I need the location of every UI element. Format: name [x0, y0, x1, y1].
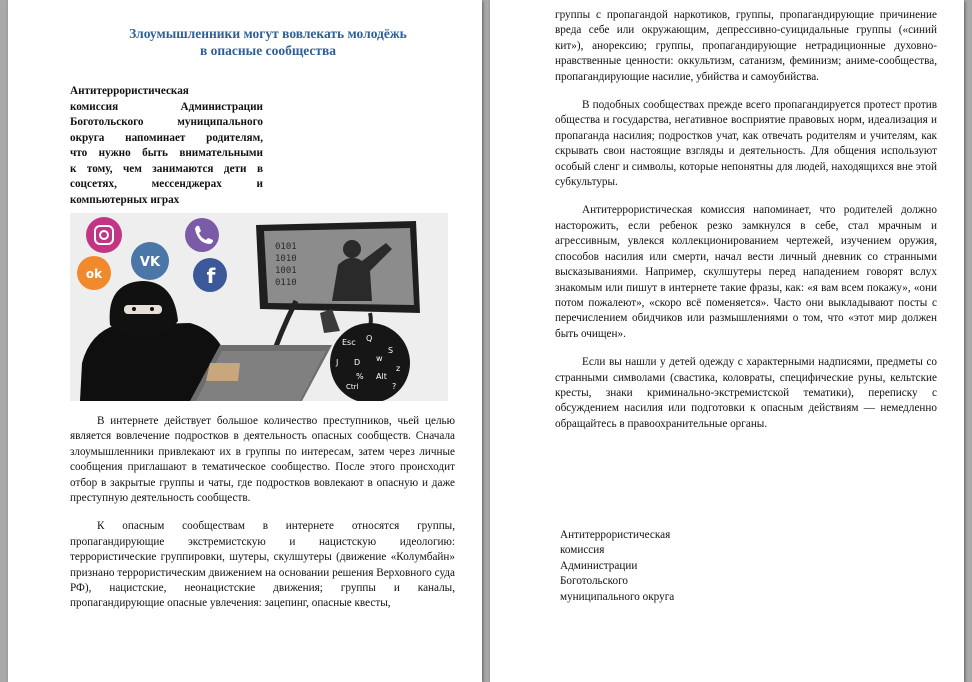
odnoklassniki-icon — [77, 256, 111, 290]
intro-line: округа напоминает родителям, — [70, 131, 263, 144]
svg-text:Ctrl: Ctrl — [346, 383, 359, 391]
intro-line: Антитеррористическая — [70, 85, 189, 97]
keyboard-ball — [330, 323, 410, 401]
svg-text:ok: ok — [85, 267, 103, 281]
intro-line: к тому, чем занимаются дети в — [70, 162, 263, 175]
signature-line: Администрации — [560, 559, 638, 572]
svg-text:VK: VK — [139, 255, 161, 270]
svg-text:w: w — [376, 354, 383, 363]
svg-text:?: ? — [392, 382, 397, 391]
title-line-1: Злоумышленники могут вовлекать молодёжь — [129, 26, 407, 41]
hacker-illustration — [70, 213, 448, 401]
svg-text:Alt: Alt — [376, 372, 387, 381]
paragraph: В интернете действует большое количество преступников, чьей целью является вовлечение подростков в деятельность опасных сообществ. Сначала злоумышленники привлекают их в группы по интересам, затем через личные сообщения приглашают в тематическое сообщество. После этого происходит отбор в закрытые группы и чаты, где подростков вовлекают в опасную и даже преступную деятельность сообществ. — [70, 415, 455, 505]
binary-code: 1001 — [275, 266, 297, 276]
paragraph: Антитеррористическая комиссия напоминает, что родителей должно насторожить, если ребенок резко замкнулся в себе, стал мрачным и агрессивным, увлекся коллекционированием чертежей, изучением оружия, способов насилия или смерти, начал вести личный дневник со странными высказываниями. Например, скулшутеры перед нападением говорят вслух знакомым или пишут в интернете такие фразы, как: «я вам всем покажу», «они потом пожалеют», «скоро всё поменяется». Часто они выкладывают посты с перечислением обидчиков или размышлениями о том, что «этот мир должен быть очищен». — [555, 204, 937, 340]
svg-text:D: D — [354, 358, 361, 367]
paragraph: группы с пропагандой наркотиков, группы, пропагандирующие причинение вреда себе или окружающим, депрессивно-суицидальные группы («синий кит»), анорексию; группы, пропагандирующие нетрадиционные духовно-нравственные ценности: оккультизм, сатанизм, феминизм; аниме-сообщества, пропагандирующие насилие, убийства и самоубийства. — [555, 9, 937, 83]
vk-icon — [131, 242, 169, 280]
facebook-icon — [193, 258, 227, 292]
paragraph: Если вы нашли у детей одежду с характерными надписями, предметы со странными символами (свастика, коловраты, специфические руны, кельтские кресты, знаки криминально-экстремистской тематики), переписку с обсуждением насилия или подготовки к опасным действиям — немедленно обращайтесь в правоохранительные органы. — [555, 356, 937, 430]
document-page-right — [490, 0, 964, 682]
svg-text:S: S — [388, 346, 394, 355]
binary-code: 0101 — [275, 242, 297, 252]
svg-text:f: f — [206, 264, 216, 288]
signature-line: муниципального округа — [560, 590, 675, 603]
svg-text:J: J — [336, 358, 339, 367]
svg-text:%: % — [356, 372, 364, 381]
svg-text:z: z — [396, 364, 401, 373]
svg-text:Esc: Esc — [342, 338, 356, 347]
intro-line: комиссия Администрации — [70, 100, 263, 113]
title-line-2: в опасные сообщества — [199, 43, 337, 58]
paragraph: В подобных сообществах прежде всего пропагандируется протест против общества и государства, негативное восприятие правовых норм, идеализация и пропаганда насилия; подростков учат, как отвечать родителям и учителям, как скрывать свои настоящие взгляды и деятельность. Для общения используют особый сленг и символы, которые непонятны для людей, находящихся вне этой субкультуры. — [555, 99, 937, 189]
intro-line: компьютерных играх — [70, 193, 180, 206]
signature-line: Антитеррористическая — [560, 529, 671, 541]
page-title — [68, 25, 468, 59]
intro-paragraph — [70, 84, 263, 208]
svg-text:Q: Q — [366, 334, 373, 343]
viber-icon — [185, 218, 219, 252]
signature-line: комиссия — [560, 544, 605, 557]
signature-block — [560, 528, 674, 605]
signature-line: Боготольского — [560, 575, 628, 588]
intro-line: соцсетях, мессенджерах и — [70, 178, 263, 190]
binary-code: 0110 — [275, 278, 297, 288]
paragraph: К опасным сообществам в интернете относятся группы, пропагандирующие экстремистскую и нацистскую идеологию: террористические группировки, шутеры, скулшутеры (движение «Колумбайн» признано террористическим движением на основании решения Верховного суда РФ), нацистские, неонацистские движения; группы и каналы, пропагандирующие опасные увлечения: зацепинг, опасные квесты, — [70, 520, 455, 610]
instagram-icon — [86, 217, 122, 253]
document-page-left — [8, 0, 482, 682]
intro-line: Боготольского муниципального — [70, 116, 263, 128]
binary-code: 1010 — [275, 254, 297, 264]
intro-line: что нужно быть внимательными — [70, 147, 263, 159]
right-body-text — [555, 8, 937, 445]
left-body-text — [70, 414, 455, 625]
